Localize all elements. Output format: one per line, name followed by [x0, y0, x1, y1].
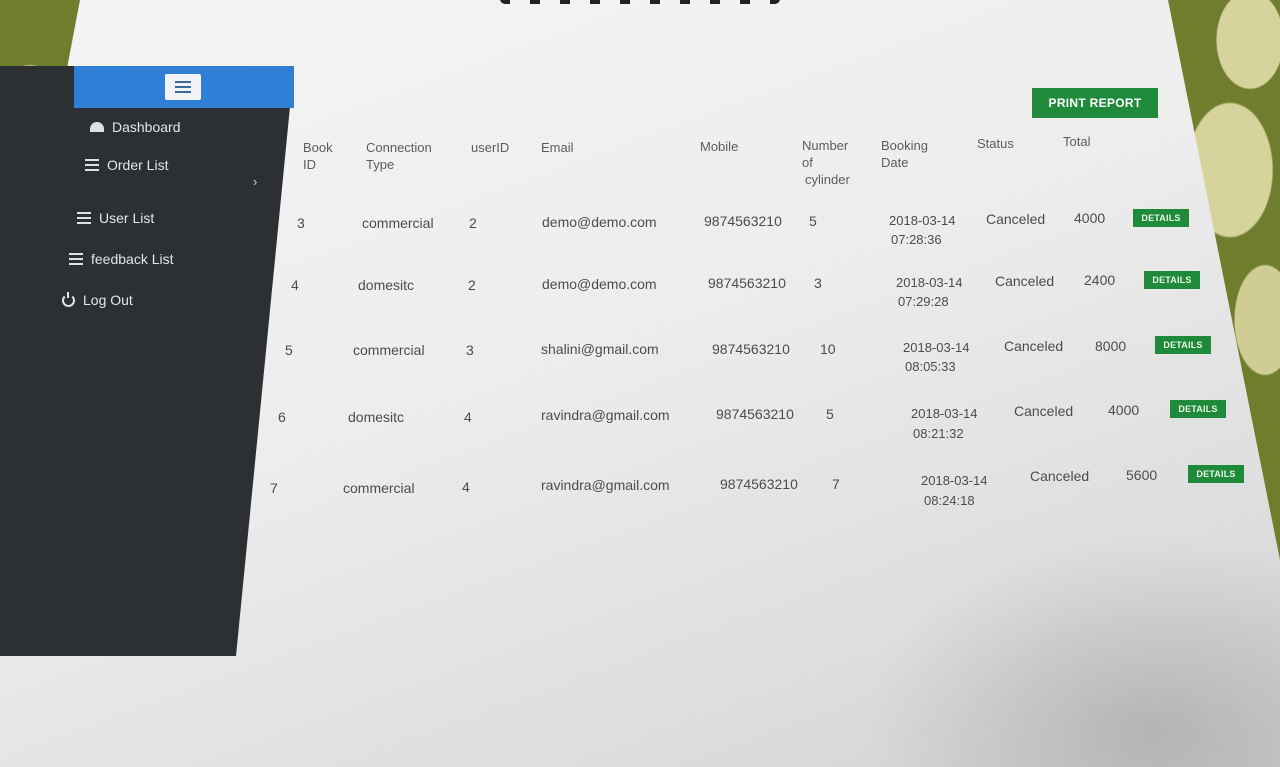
cell-email: demo@demo.com	[542, 276, 657, 292]
sidebar-item-label: Order List	[107, 157, 169, 173]
spiral-binding	[500, 0, 780, 4]
cell-status: Canceled	[995, 273, 1055, 289]
cell-email: ravindra@gmail.com	[541, 477, 670, 493]
cell-userid: 3	[466, 342, 474, 358]
dashboard-icon	[90, 122, 104, 132]
cell-booking-time: 07:29:28	[898, 294, 949, 309]
cell-booking-time: 08:21:32	[913, 426, 964, 441]
header-connection-type: Connection Type	[366, 140, 432, 172]
cell-status: Canceled	[1014, 403, 1074, 419]
cell-connection-type: domesitc	[348, 409, 405, 425]
cell-mobile: 9874563210	[716, 406, 794, 422]
cell-userid: 4	[462, 479, 470, 495]
cell-mobile: 9874563210	[712, 341, 790, 357]
details-button[interactable]: DETAILS	[1188, 465, 1244, 483]
cell-booking-date: 2018-03-14	[896, 275, 963, 290]
cell-book-id: 7	[270, 480, 278, 496]
sidebar-item-logout[interactable]	[62, 292, 133, 308]
details-button[interactable]: DETAILS	[1133, 209, 1189, 227]
header-number-of-cylinder: Number of cylinder	[802, 138, 850, 187]
menu-toggle-button[interactable]	[165, 74, 201, 100]
header-userid: userID	[471, 140, 510, 155]
cell-book-id: 4	[291, 277, 299, 293]
cell-booking-time: 07:28:36	[891, 232, 942, 247]
power-icon	[62, 294, 75, 307]
cell-total: 2400	[1084, 272, 1116, 288]
cell-cylinders: 5	[809, 213, 817, 229]
cell-book-id: 6	[278, 409, 286, 425]
details-button[interactable]: DETAILS	[1170, 400, 1226, 418]
details-button[interactable]: DETAILS	[1144, 271, 1200, 289]
cell-mobile: 9874563210	[708, 275, 786, 291]
cell-status: Canceled	[986, 211, 1046, 227]
list-icon	[77, 212, 91, 224]
sidebar-item-dashboard[interactable]	[90, 119, 181, 135]
list-icon	[85, 159, 99, 171]
cell-connection-type: commercial	[362, 215, 434, 231]
cell-connection-type: domesitc	[358, 277, 415, 293]
chevron-right-icon[interactable]: ›	[253, 174, 258, 189]
sidebar-item-label: Log Out	[83, 292, 133, 308]
cell-userid: 2	[468, 277, 476, 293]
sidebar-item-feedback-list[interactable]	[69, 251, 174, 267]
sidebar-item-order-list[interactable]	[85, 157, 168, 173]
cell-cylinders: 3	[814, 275, 822, 291]
cell-email: ravindra@gmail.com	[541, 407, 670, 423]
cell-total: 4000	[1074, 210, 1106, 226]
header-status: Status	[977, 136, 1014, 151]
cell-userid: 4	[464, 409, 472, 425]
cell-booking-date: 2018-03-14	[921, 473, 988, 488]
header-book-id: Book ID	[303, 140, 333, 172]
cell-email: shalini@gmail.com	[541, 341, 659, 357]
header-email: Email	[541, 140, 574, 155]
cell-status: Canceled	[1030, 468, 1090, 484]
cell-booking-date: 2018-03-14	[889, 213, 956, 228]
header-mobile: Mobile	[700, 139, 739, 154]
cell-mobile: 9874563210	[720, 476, 798, 492]
cell-userid: 2	[469, 215, 477, 231]
print-report-button[interactable]: PRINT REPORT	[1032, 88, 1158, 118]
sidebar-item-label: User List	[99, 210, 155, 226]
cell-total: 5600	[1126, 467, 1158, 483]
cell-connection-type: commercial	[353, 342, 425, 358]
cell-book-id: 3	[297, 215, 305, 231]
sidebar-item-user-list[interactable]	[77, 210, 154, 226]
hand-shadow	[840, 520, 1280, 767]
sidebar-item-label: feedback List	[91, 251, 174, 267]
header-booking-date: Booking Date	[881, 138, 928, 170]
cell-mobile: 9874563210	[704, 213, 782, 229]
cell-cylinders: 5	[826, 406, 834, 422]
hamburger-icon	[175, 81, 191, 93]
cell-book-id: 5	[285, 342, 293, 358]
cell-total: 8000	[1095, 338, 1127, 354]
cell-cylinders: 7	[832, 476, 840, 492]
cell-cylinders: 10	[820, 341, 836, 357]
list-icon	[69, 253, 83, 265]
cell-connection-type: commercial	[343, 480, 415, 496]
cell-booking-time: 08:05:33	[905, 359, 956, 374]
cell-status: Canceled	[1004, 338, 1064, 354]
details-button[interactable]: DETAILS	[1155, 336, 1211, 354]
header-total: Total	[1063, 134, 1091, 149]
cell-total: 4000	[1108, 402, 1140, 418]
cell-booking-date: 2018-03-14	[911, 406, 978, 421]
cell-booking-time: 08:24:18	[924, 493, 975, 508]
sidebar-item-label: Dashboard	[112, 119, 181, 135]
cell-email: demo@demo.com	[542, 214, 657, 230]
cell-booking-date: 2018-03-14	[903, 340, 970, 355]
